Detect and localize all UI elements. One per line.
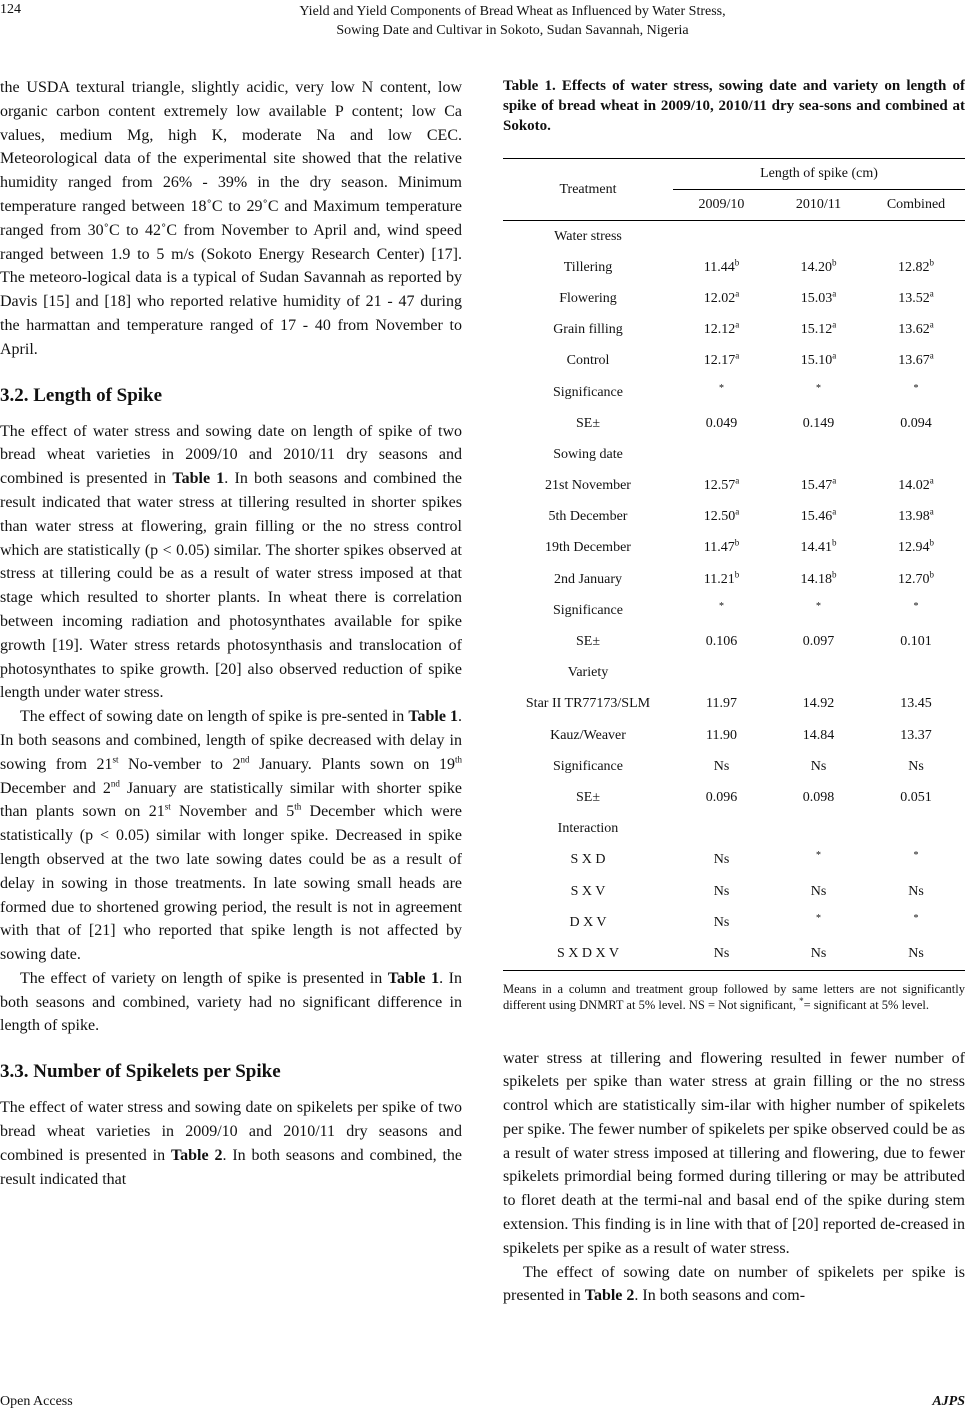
- paragraph: The effect of water stress and sowing date on spikelets per spike of two bread wheat varieties in 2009/10 and 2010/11 dry seasons and combined is presented in Table 2. In both seasons and combined, the result indicated that: [0, 1099, 463, 1188]
- table-cell: Ns: [713, 914, 730, 930]
- significance-letter: a: [929, 319, 934, 330]
- table-row: [503, 283, 965, 314]
- table-cell: *: [913, 912, 919, 924]
- table-cell: 13.52$^a$: [898, 288, 934, 306]
- table-cell: 0.098: [802, 789, 835, 805]
- table-cell: 0.097: [802, 634, 835, 650]
- table-cell: [770, 814, 867, 845]
- paragraph: The effect of variety on length of spike is presented in Table 1. In both seasons and combined, variety had no significant difference in length of spike.: [0, 969, 463, 1035]
- table-cell: Ns: [908, 758, 924, 774]
- page-number: 124: [0, 2, 21, 17]
- table-cell: *: [719, 600, 724, 612]
- table-cell: [673, 221, 770, 253]
- table-cell: *: [816, 382, 821, 394]
- table-row: [503, 346, 965, 377]
- table-cell: 12.94$^b$: [898, 537, 934, 556]
- table-cell: 0.051: [900, 789, 932, 805]
- table-cell: 12.12$^a$: [703, 319, 740, 338]
- significance-letter: a: [929, 475, 934, 486]
- group-label: Sowing date: [553, 446, 623, 462]
- running-title: [60, 2, 965, 40]
- table-cell: 11.47$^b$: [703, 537, 740, 556]
- row-label: Star II TR77173/SLM: [525, 696, 651, 712]
- table-cell: Ns: [673, 938, 770, 970]
- page-footer: [0, 1394, 965, 1414]
- table-cell: Ns: [810, 758, 827, 774]
- table-row: [503, 471, 965, 502]
- table-row: [503, 377, 965, 408]
- table-cell: Ns: [713, 883, 730, 899]
- table-group-row: [503, 221, 965, 253]
- table-reference: Table 1: [408, 708, 458, 726]
- table-cell: 0.049: [705, 415, 738, 431]
- row-label: S X V: [570, 883, 606, 899]
- table-group-row: [503, 814, 965, 845]
- table-cell: *: [913, 382, 919, 394]
- table-footnote: Means in a column and treatment group followed by same letters are not significantly different using DNMRT at 5% level. NS = Not significant, *= significant at 5% level.: [503, 981, 965, 1012]
- table-cell: 14.92: [802, 696, 835, 712]
- table-cell: [770, 221, 867, 253]
- table-cell: [770, 658, 867, 689]
- table-cell: 15.12$^a$: [800, 319, 837, 338]
- row-label: Control: [566, 353, 610, 369]
- significance-letter: a: [735, 319, 740, 330]
- journal-abbrev: AJPS: [932, 1394, 965, 1409]
- row-label: S X D: [570, 852, 606, 868]
- table-row: [503, 938, 965, 970]
- table-cell: 12.17$^a$: [703, 350, 740, 369]
- table-row: [503, 502, 965, 533]
- table-reference: Table 2: [170, 1146, 223, 1164]
- row-label: SE±: [575, 789, 601, 805]
- row-label: SE±: [575, 634, 601, 650]
- row-label: 19th December: [545, 540, 631, 556]
- table-row: [503, 845, 965, 876]
- table-cell: [867, 221, 965, 253]
- table-reference: Table 1: [172, 470, 225, 488]
- table-cell: *: [816, 912, 821, 924]
- row-label: Significance: [553, 758, 623, 774]
- table-cell: Ns: [867, 938, 965, 970]
- table-reference: Table 1: [387, 969, 440, 987]
- table-cell: 0.106: [705, 634, 738, 650]
- significance-letter: a: [929, 288, 934, 299]
- running-header: [0, 0, 965, 52]
- table-cell: 13.98$^a$: [898, 506, 934, 525]
- year-header: 2009/10: [673, 190, 770, 221]
- row-label: Grain filling: [553, 322, 623, 338]
- section-heading: 3.3. Number of Spikelets per Spike: [0, 1061, 281, 1083]
- significance-letter: a: [929, 506, 934, 517]
- row-label: Tillering: [563, 259, 613, 275]
- significance-letter: b: [832, 537, 837, 548]
- significance-letter: b: [832, 569, 837, 579]
- group-label: Water stress: [554, 228, 622, 244]
- table-cell: 12.50$^a$: [703, 506, 740, 525]
- table-cell: 0.149: [802, 415, 835, 431]
- table-cell: [673, 658, 770, 689]
- section-heading: 3.2. Length of Spike: [0, 384, 163, 406]
- running-title-line2: Sowing Date and Cultivar in Sokoto, Sudan Savannah, Nigeria: [336, 23, 689, 38]
- significance-letter: b: [929, 537, 934, 548]
- table-cell: *: [913, 600, 919, 612]
- table-cell: 14.02$^a$: [898, 475, 934, 494]
- significance-letter: b: [832, 257, 837, 268]
- group-label: Interaction: [557, 821, 619, 837]
- running-title-line1: Yield and Yield Components of Bread Wheat as Influenced by Water Stress,: [299, 4, 726, 19]
- significance-letter: a: [735, 288, 740, 299]
- paragraph: water stress at tillering and flowering resulted in fewer number of spikelets per spike than water stress at grain filling or the no stress control which are statistically sim-ilar with higher number of spikelets per spike. The fewer number of spikelets per spike observed could be as a result of water stress imposed at tillering and flowering, due to fewer spikelets primordial being formed during tillering or may be attributed to floret death at the termi-nal and basal end of the spike during stem extension. This finding is in line with that of [20] reported de-creased in spikelets per spike as a result of water stress.: [503, 1049, 965, 1257]
- table-cell: *: [816, 850, 821, 862]
- significance-letter: b: [929, 569, 934, 579]
- group-label: Variety: [567, 665, 609, 681]
- table-cell: 11.97: [706, 696, 737, 712]
- paragraph: The effect of sowing date on length of spike is pre-sented in Table 1. In both seasons and combined, length of spike decreased with delay in sowing from 21st No-vember to 2nd January. Plants sown on 19th December and 2nd January are statistically similar with shorter spike than plants sown on 21st November and 5th December which were statistically (p < 0.05) similar with longer spike. Decreased in spike length observed at the two late sowing dates could be as a result of delay in sowing in those treatments. In late sowing small heads are formed due to shortened growing period, the result is not in agreement with that of [21] who reported that spike length is not affected by sowing date.: [0, 708, 463, 964]
- table-cell: Ns: [770, 938, 867, 970]
- table-cell: Ns: [810, 883, 827, 899]
- open-access-label: Open Access: [0, 1394, 73, 1409]
- table-cell: [770, 439, 867, 470]
- table-cell: 11.21$^b$: [703, 569, 740, 587]
- table-group-row: [503, 658, 965, 689]
- table-cell: 13.62$^a$: [898, 319, 934, 338]
- row-label: Kauz/Weaver: [550, 727, 626, 743]
- row-label: 2nd January: [553, 571, 623, 587]
- table-cell: 14.18$^b$: [800, 569, 837, 587]
- length-header: Length of spike (cm): [673, 159, 965, 190]
- table-cell: 14.41$^b$: [800, 537, 837, 556]
- significance-letter: b: [929, 257, 934, 268]
- table-cell: *: [816, 600, 821, 612]
- table-cell: 11.90: [706, 727, 737, 743]
- significance-letter: a: [832, 288, 837, 299]
- table-cell: Ns: [908, 883, 924, 899]
- table-cell: *: [913, 850, 919, 862]
- table-reference: Table 2: [584, 1287, 635, 1305]
- table-cell: 14.20$^b$: [800, 257, 837, 275]
- row-label: 5th December: [548, 509, 628, 525]
- paragraph: The effect of sowing date on number of spikelets per spike is presented in Table 2. In both seasons and com-: [503, 1263, 965, 1305]
- table-cell: *: [719, 382, 724, 394]
- table-cell: 14.84: [802, 727, 835, 743]
- row-label: Significance: [553, 602, 623, 618]
- row-label: Significance: [553, 384, 623, 400]
- table-row: [503, 564, 965, 595]
- table-cell: 15.03$^a$: [800, 288, 837, 306]
- paragraph: The effect of water stress and sowing date on length of spike of two bread wheat varieties in 2009/10 and 2010/11 dry seasons and combined is presented in Table 1. In both seasons and combined the result indicated that water stress at tillering resulted in shorter spikes than water stress at flowering, grain filling or the no stress control which are statistically (p < 0.05) similar. The shorter spikes observed at stress at tillering could be as a result of water stress imposed at that stage which resulted to shorter plants. In wheat there is correlation between incoming radiation and photosynthates available for spike growth [19]. Water stress retards photosynthasis and translocation of photosynthates to spike growth. [20] also observed reduction of spike length under water stress.: [0, 422, 463, 702]
- significance-letter: a: [832, 319, 837, 330]
- right-column: [503, 76, 965, 1308]
- table-cell: Ns: [713, 758, 730, 774]
- table-cell: [673, 439, 770, 470]
- table-cell: 12.70$^b$: [898, 569, 934, 587]
- table-cell: [673, 814, 770, 845]
- row-label: S X D X V: [503, 938, 673, 970]
- table-cell: 0.101: [900, 634, 932, 650]
- table-row: [503, 720, 965, 751]
- table-cell: 12.02$^a$: [703, 288, 740, 306]
- table-cell: 13.45: [900, 696, 932, 712]
- table-row: [503, 689, 965, 720]
- significance-letter: a: [735, 475, 740, 486]
- table-cell: Ns: [713, 852, 730, 868]
- table-row: [503, 408, 965, 439]
- table-row: [503, 782, 965, 813]
- row-label: SE±: [575, 415, 601, 431]
- year-header: 2010/11: [770, 190, 867, 221]
- significance-letter: a: [735, 506, 740, 517]
- table-cell: 15.46$^a$: [800, 506, 837, 525]
- table-cell: 12.82$^b$: [898, 257, 934, 275]
- table-cell: 15.47$^a$: [800, 475, 837, 494]
- treatment-header: Treatment: [503, 159, 673, 221]
- table-caption: Table 1. Effects of water stress, sowing date and variety on length of spike of bread wheat in 2009/10, 2010/11 dry sea-sons and combined at Sokoto.: [503, 78, 965, 134]
- combined-header: Combined: [867, 190, 965, 221]
- significance-letter: a: [832, 475, 837, 486]
- significance-letter: a: [832, 506, 837, 517]
- significance-letter: a: [832, 350, 837, 361]
- table-row: [503, 252, 965, 283]
- table-cell: [867, 439, 965, 470]
- left-column: [0, 76, 462, 1191]
- table-row: [503, 907, 965, 938]
- row-label: 21st November: [545, 478, 631, 494]
- table-cell: 0.094: [900, 415, 932, 431]
- significance-letter: b: [734, 257, 740, 268]
- table-row: [503, 626, 965, 657]
- table-row: [503, 751, 965, 782]
- table-cell: 15.10$^a$: [800, 350, 837, 369]
- table-group-row: [503, 439, 965, 470]
- table-cell: 13.37: [900, 727, 932, 743]
- paragraph: the USDA textural triangle, slightly acidic, very low N content, low organic carbon content extremely low available P content; low Ca values, medium Mg, high K, moderate Na and low CEC. Meteorological data of the experimental site showed that the relative humidity ranged from 26% - 39% in the dry season. Minimum temperature ranged between 18˚C to 29˚C and Maximum temperature ranged from 30˚C to 42˚C from November to April and, wind speed ranged between 1.9 to 5 m/s (Sokoto Energy Research Center) [17]. The meteoro-logical data is a typical of Sudan Savannah as reported by Davis [15] and [18] who reported relative humidity of 21 - 47 during the harmattan and temperature ranged of 17 - 40 from November to April.: [0, 79, 462, 358]
- row-label: D X V: [569, 914, 607, 930]
- significance-letter: a: [929, 350, 934, 361]
- row-label: Flowering: [559, 290, 617, 306]
- table-row: [503, 315, 965, 346]
- significance-letter: b: [734, 569, 740, 579]
- significance-letter: b: [734, 537, 740, 548]
- table-cell: 0.096: [705, 789, 738, 805]
- table-cell: 11.44$^b$: [703, 257, 740, 275]
- table-row: [503, 595, 965, 626]
- table-cell: [867, 814, 965, 845]
- significance-letter: a: [735, 350, 740, 361]
- table-row: [503, 876, 965, 907]
- table-cell: [867, 658, 965, 689]
- table-row: [503, 533, 965, 564]
- table-cell: 12.57$^a$: [703, 475, 740, 494]
- table-body: [503, 221, 965, 971]
- results-table: [503, 158, 965, 971]
- table-cell: 13.67$^a$: [898, 350, 934, 369]
